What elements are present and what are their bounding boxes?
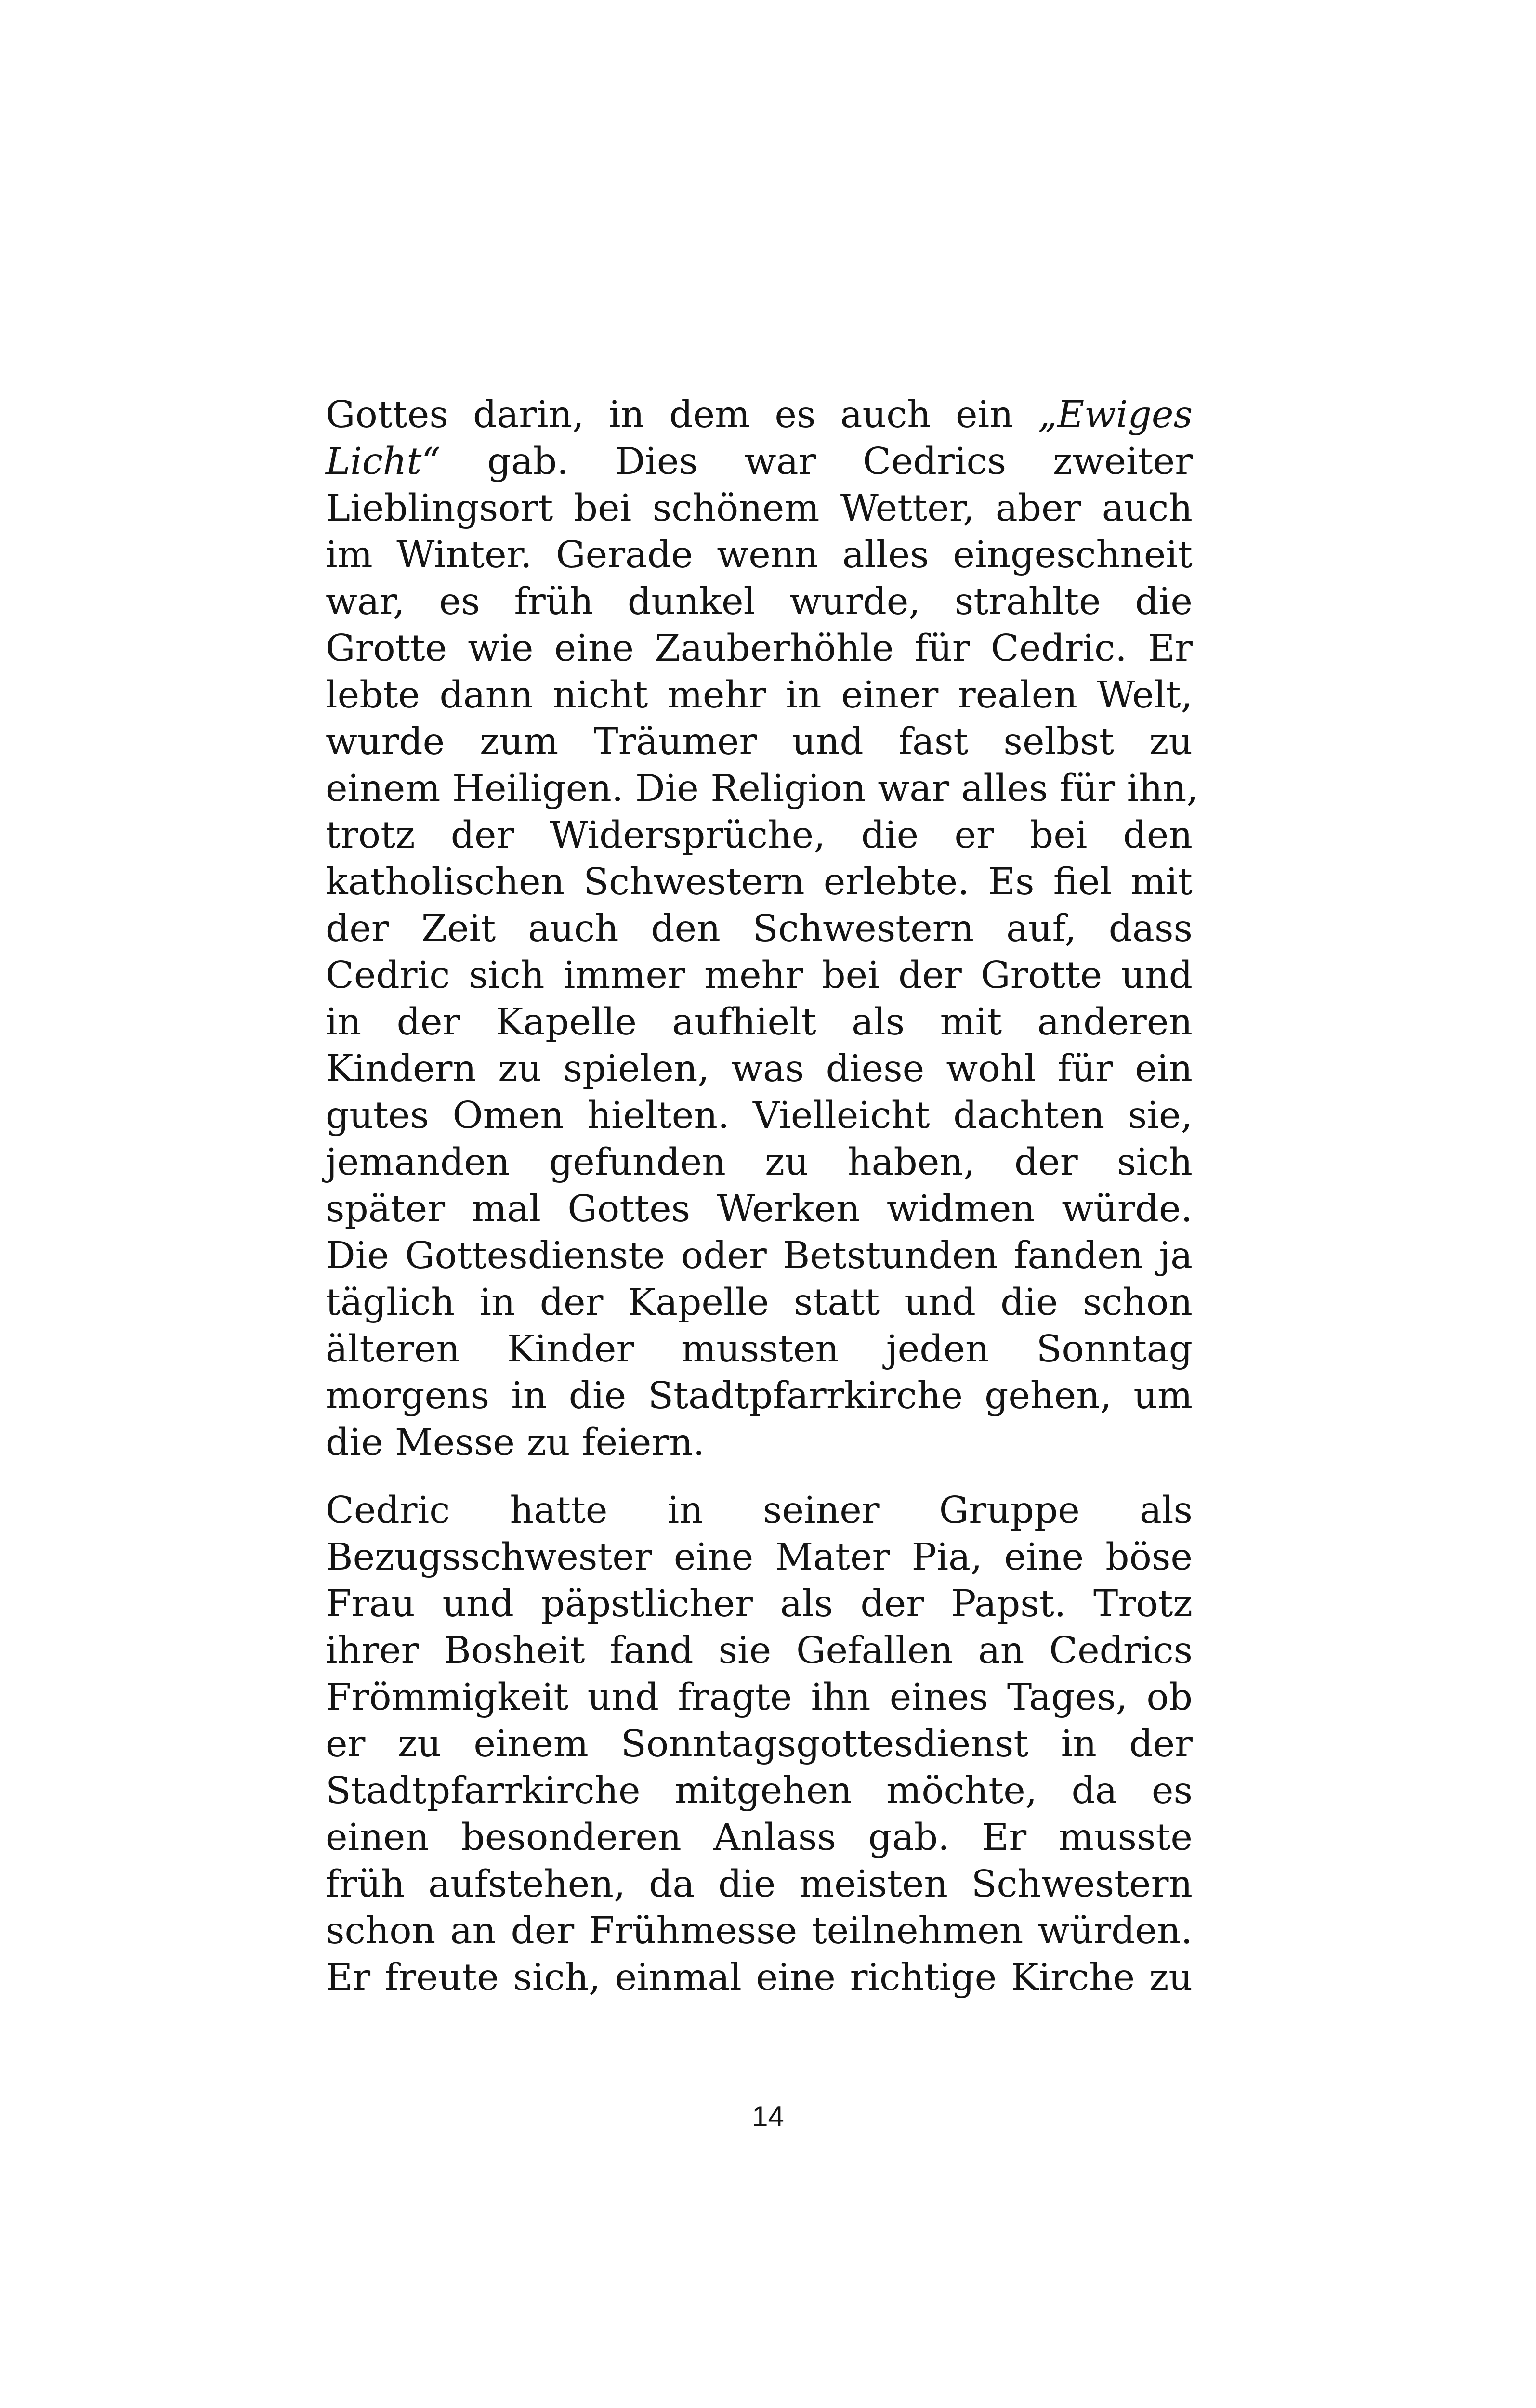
text-line: später mal Gottes Werken widmen würde. xyxy=(326,1188,1193,1230)
text-line: in der Kapelle aufhielt als mit anderen xyxy=(326,1001,1193,1044)
text-line: ihrer Bosheit fand sie Gefallen an Cedrics xyxy=(326,1629,1193,1672)
text-line: Kindern zu spielen, was diese wohl für ein xyxy=(326,1047,1193,1090)
text-line: Cedric sich immer mehr bei der Grotte und xyxy=(326,954,1193,997)
text-line: trotz der Widersprüche, die er bei den xyxy=(326,814,1193,857)
italic-text: Licht“ xyxy=(326,440,441,483)
text-line: lebte dann nicht mehr in einer realen Welt, xyxy=(326,674,1193,717)
text-line: einen besonderen Anlass gab. Er musste xyxy=(326,1816,1193,1859)
text-line: Stadtpfarrkirche mitgehen möchte, da es xyxy=(326,1769,1193,1812)
text-line: älteren Kinder mussten jeden Sonntag xyxy=(326,1328,1193,1371)
text-line: einem Heiligen. Die Religion war alles für ihn, xyxy=(326,767,1198,810)
text-line: Cedric hatte in seiner Gruppe als xyxy=(326,1489,1193,1532)
line-text: gab. Dies war Cedrics zweiter xyxy=(487,440,1193,483)
text-line: er zu einem Sonntagsgottesdienst in der xyxy=(326,1723,1193,1766)
line-text: Gottes darin, in dem es auch ein xyxy=(326,393,1013,436)
text-line: jemanden gefunden zu haben, der sich xyxy=(326,1141,1193,1184)
text-line: gutes Omen hielten. Vielleicht dachten sie, xyxy=(326,1094,1193,1137)
paragraph-1 xyxy=(326,392,1198,1466)
text-line xyxy=(326,392,1193,438)
text-line: die Messe zu feiern. xyxy=(326,1421,705,1464)
text-line: im Winter. Gerade wenn alles eingeschneit xyxy=(326,534,1193,576)
paragraph-2 xyxy=(326,1487,1193,2001)
text-line: katholischen Schwestern erlebte. Es fiel mit xyxy=(326,861,1193,903)
text-line: Grotte wie eine Zauberhöhle für Cedric. Er xyxy=(326,627,1193,670)
text-line: täglich in der Kapelle statt und die schon xyxy=(326,1281,1193,1324)
italic-text: „Ewiges xyxy=(1037,393,1193,436)
text-line: Frömmigkeit und fragte ihn eines Tages, ob xyxy=(326,1676,1193,1719)
text-line: Frau und päpstlicher als der Papst. Trotz xyxy=(326,1583,1193,1625)
page-number: 14 xyxy=(752,2100,784,2133)
text-line: wurde zum Träumer und fast selbst zu xyxy=(326,720,1193,763)
text-line: früh aufstehen, da die meisten Schwestern xyxy=(326,1863,1193,1906)
text-line: Bezugsschwester eine Mater Pia, eine böse xyxy=(326,1536,1193,1579)
text-line: Lieblingsort bei schönem Wetter, aber auch xyxy=(326,487,1193,530)
text-line: war, es früh dunkel wurde, strahlte die xyxy=(326,580,1193,623)
text-line: der Zeit auch den Schwestern auf, dass xyxy=(326,907,1193,950)
text-line: Die Gottesdienste oder Betstunden fanden ja xyxy=(326,1234,1193,1277)
text-line: Er freute sich, einmal eine richtige Kirche zu xyxy=(326,1956,1193,1999)
text-line: morgens in die Stadtpfarrkirche gehen, um xyxy=(326,1374,1193,1417)
text-line xyxy=(326,438,1193,485)
text-line: schon an der Frühmesse teilnehmen würden. xyxy=(326,1910,1193,1952)
